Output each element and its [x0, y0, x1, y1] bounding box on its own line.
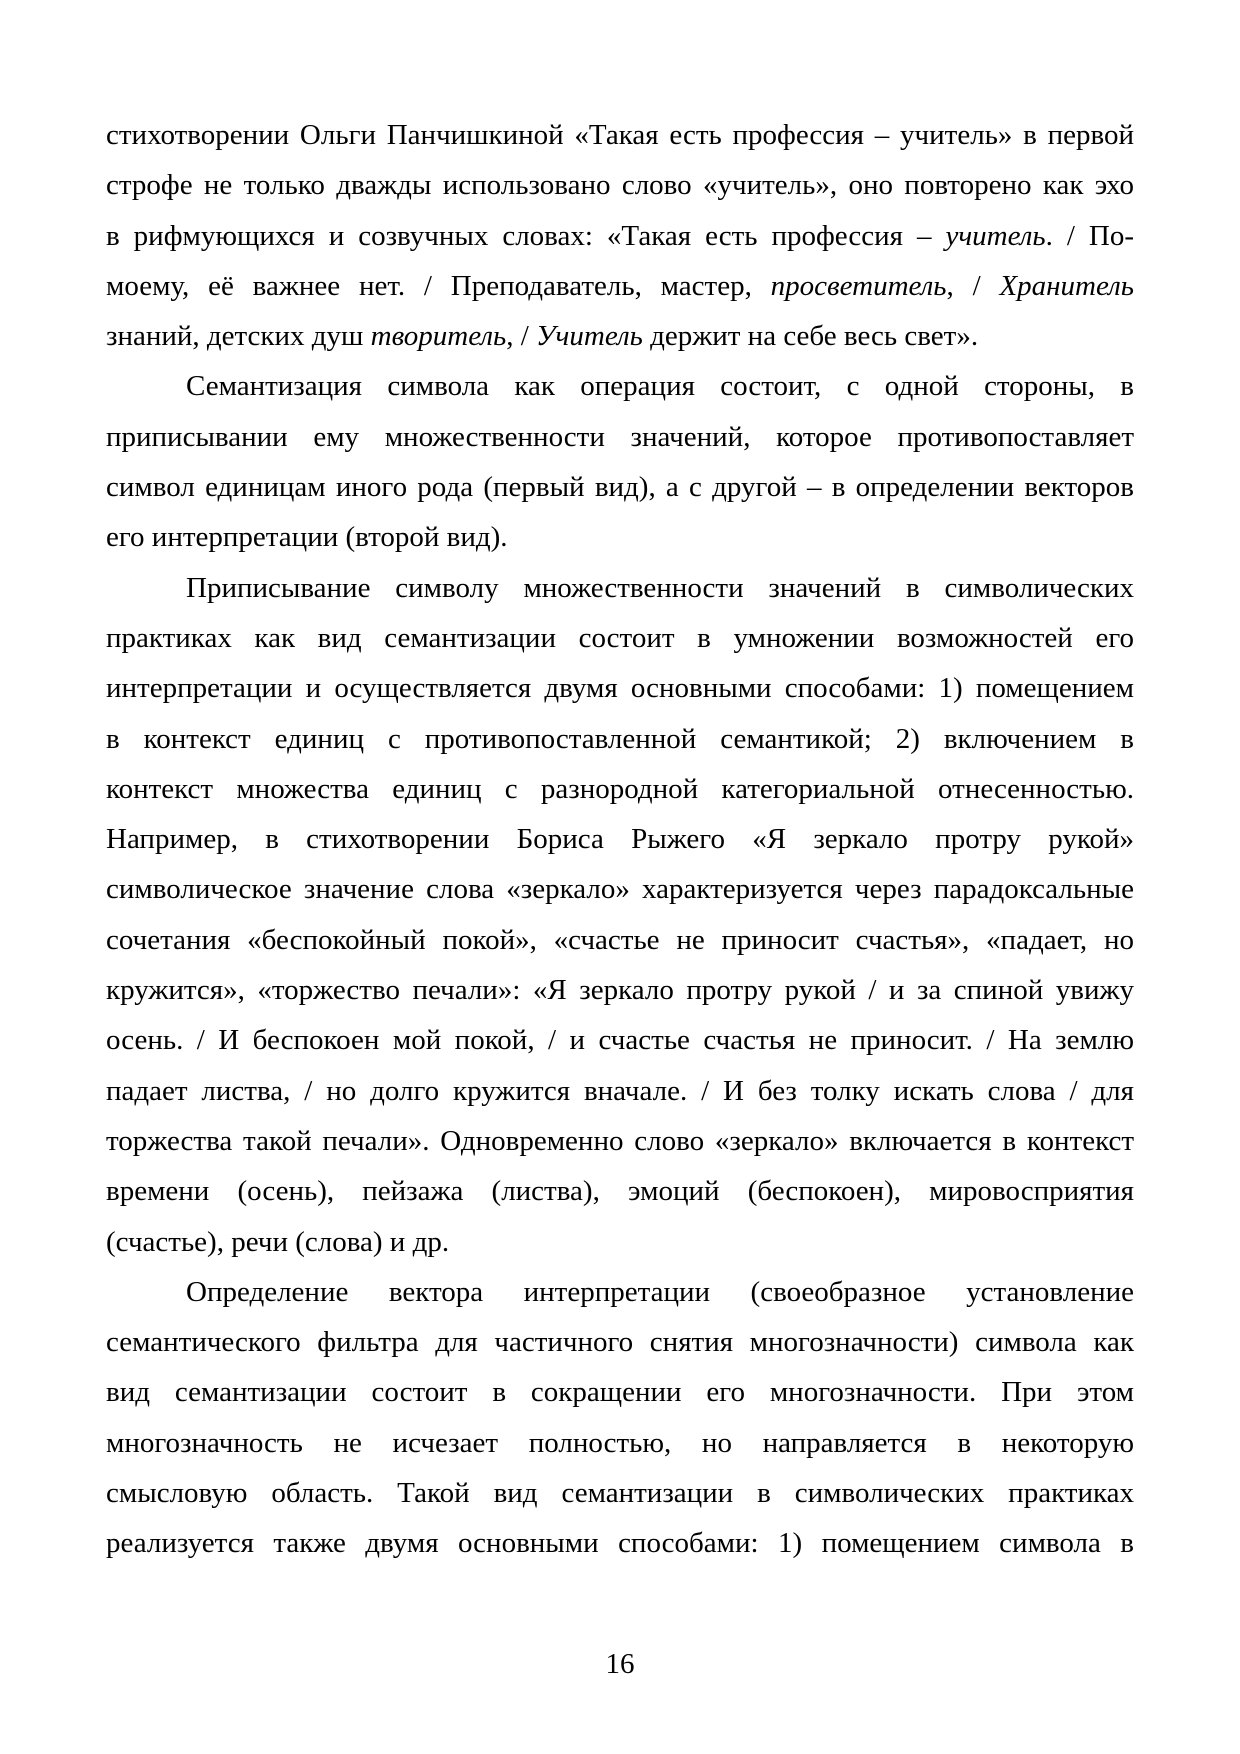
text-line: [106, 1468, 1134, 1518]
text-run: стихотворении Ольги Панчишкиной «Такая есть профессия – учитель» в первой: [106, 119, 1134, 151]
text-line: [106, 663, 1134, 713]
italic-text-run: Учитель: [536, 320, 643, 353]
text-run: Приписывание символу множественности значений в символических: [186, 571, 1134, 604]
paragraph: [106, 563, 1134, 1267]
text-line: [106, 1015, 1134, 1065]
text-line: [106, 915, 1134, 965]
text-line: [106, 1367, 1134, 1417]
text-block: [106, 110, 1134, 1569]
text-run: практиках как вид семантизации состоит в умножении возможностей его: [106, 621, 1134, 654]
text-line: [106, 1267, 1134, 1317]
italic-text-run: творитель: [370, 320, 507, 353]
paragraph: [106, 361, 1134, 562]
text-line: [106, 261, 1134, 311]
text-run: семантического фильтра для частичного снятия многозначности) символа как: [106, 1326, 1134, 1359]
text-run: реализуется также двумя основными способами: 1) помещением символа в: [106, 1527, 1134, 1560]
text-line: [106, 1166, 1134, 1216]
text-run: . / По-: [1045, 219, 1134, 252]
text-line: [106, 311, 1134, 361]
italic-text-run: Хранитель: [999, 269, 1134, 302]
text-line: [106, 1418, 1134, 1468]
text-run: держит на себе весь свет».: [642, 320, 979, 353]
text-run: Семантизация символа как операция состоит, с одной стороны, в: [186, 370, 1134, 403]
text-run: контекст множества единиц с разнородной категориальной отнесенностью.: [106, 772, 1134, 805]
text-run: в рифмующихся и созвучных словах: «Такая есть профессия –: [106, 219, 946, 252]
italic-text-run: просветитель: [770, 269, 947, 302]
text-run: смысловую область. Такой вид семантизации в символических практиках: [106, 1477, 1134, 1510]
text-run: интерпретации и осуществляется двумя основными способами: 1) помещением: [106, 672, 1134, 705]
text-line: [106, 1066, 1134, 1116]
text-run: Определение вектора интерпретации (своеобразное установление: [186, 1275, 1134, 1308]
text-run: , /: [946, 269, 1000, 302]
text-run: многозначность не исчезает полностью, но направляется в некоторую: [106, 1426, 1134, 1459]
page-number: 16: [605, 1648, 635, 1680]
text-line: [106, 1518, 1134, 1568]
text-line: [106, 512, 1134, 562]
text-line: [106, 1116, 1134, 1166]
text-line: [106, 211, 1134, 261]
text-run: в контекст единиц с противопоставленной семантикой; 2) включением в: [106, 722, 1134, 755]
text-line: [106, 110, 1134, 160]
text-run: моему, её важнее нет. / Преподаватель, мастер,: [106, 269, 771, 302]
text-run: строфе не только дважды использовано слово «учитель», оно повторено как эхо: [106, 169, 1134, 202]
text-line: [106, 160, 1134, 210]
text-run: приписывании ему множественности значений, которое противопоставляет: [106, 420, 1134, 453]
text-run: Например, в стихотворении Бориса Рыжего «Я зеркало протру рукой»: [106, 823, 1134, 856]
text-line: [106, 613, 1134, 663]
text-run: символ единицам иного рода (первый вид), а с другой – в определении векторов: [106, 471, 1134, 504]
text-run: , /: [506, 320, 537, 353]
text-line: [106, 864, 1134, 914]
paragraph: [106, 1267, 1134, 1569]
italic-text-run: учитель: [945, 219, 1046, 252]
text-run: падает листва, / но долго кружится вначале. / И без толку искать слова / для: [106, 1074, 1134, 1107]
text-run: торжества такой печали». Одновременно слово «зеркало» включается в контекст: [106, 1124, 1134, 1157]
text-run: времени (осень), пейзажа (листва), эмоций (беспокоен), мировосприятия: [106, 1175, 1134, 1208]
text-run: знаний, детских душ: [106, 320, 371, 353]
text-line: [106, 462, 1134, 512]
paragraph: [106, 110, 1134, 361]
text-line: [106, 814, 1134, 864]
text-line: [106, 764, 1134, 814]
text-run: кружится», «торжество печали»: «Я зеркало протру рукой / и за спиной увижу: [106, 974, 1134, 1007]
text-run: сочетания «беспокойный покой», «счастье не приносит счастья», «падает, но: [106, 923, 1134, 956]
text-line: [106, 1217, 1134, 1267]
text-line: [106, 714, 1134, 764]
text-line: [106, 412, 1134, 462]
text-line: [106, 965, 1134, 1015]
text-line: [106, 563, 1134, 613]
text-run: (счастье), речи (слова) и др.: [106, 1225, 450, 1258]
text-run: символическое значение слова «зеркало» характеризуется через парадоксальные: [106, 873, 1134, 906]
text-line: [106, 361, 1134, 411]
text-run: осень. / И беспокоен мой покой, / и счастье счастья не приносит. / На землю: [106, 1024, 1134, 1057]
text-line: [106, 1317, 1134, 1367]
text-run: вид семантизации состоит в сокращении его многозначности. При этом: [106, 1376, 1134, 1409]
text-run: его интерпретации (второй вид).: [106, 521, 508, 554]
